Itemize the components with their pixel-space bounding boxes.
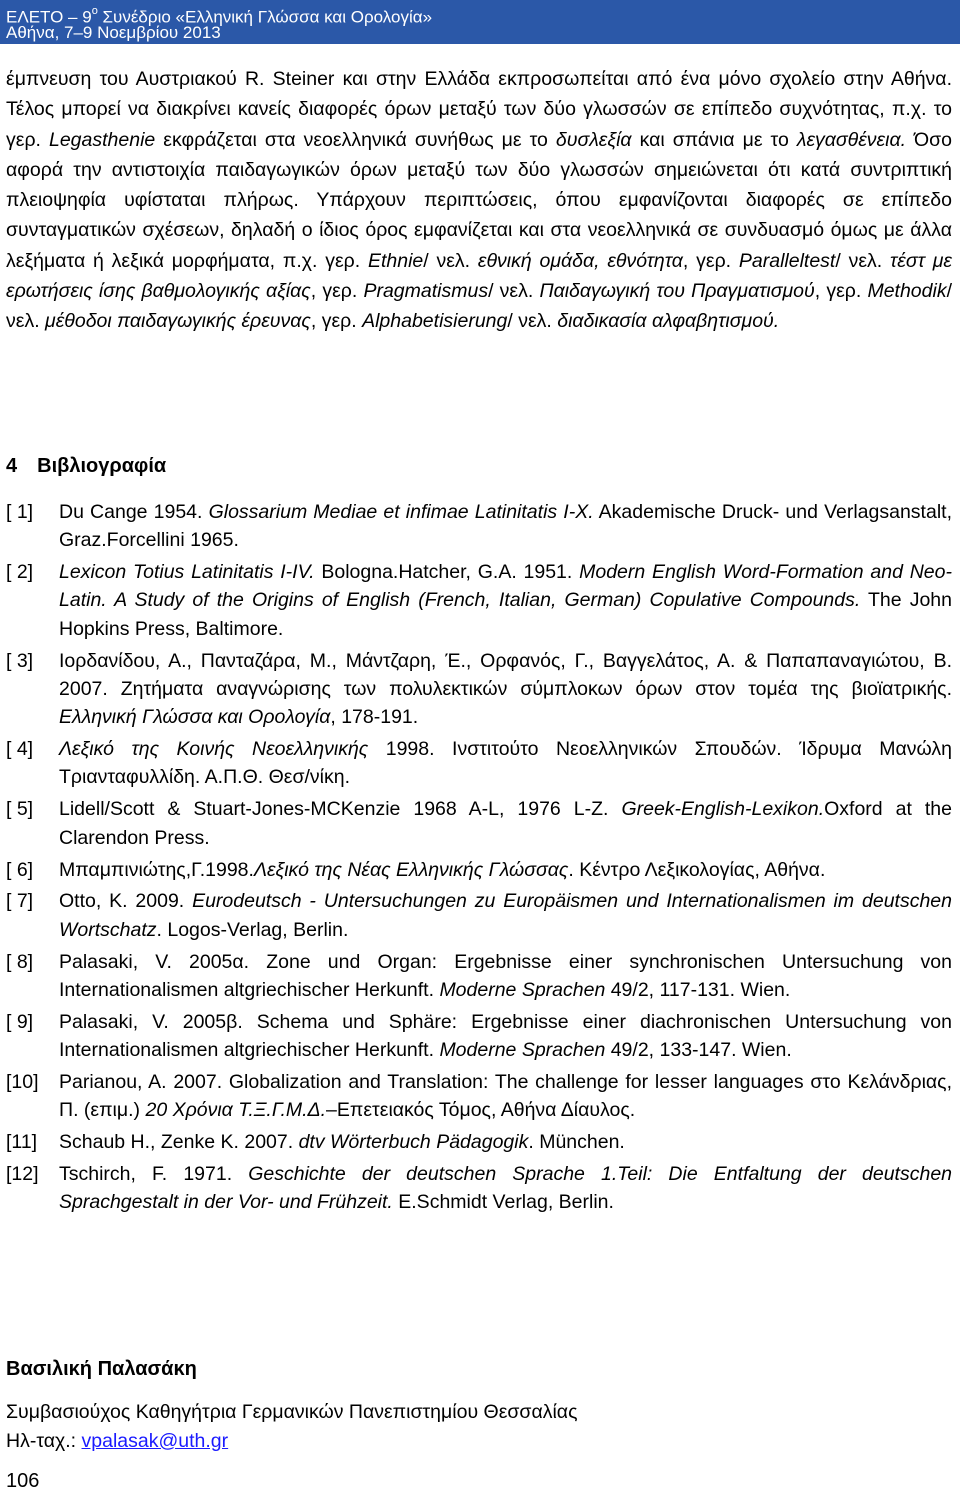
- bibliography-entry: [6, 1008, 952, 1065]
- entry-text: [59, 1160, 952, 1217]
- italic-term: Legasthenie: [48, 128, 156, 151]
- italic-term: Pragmatismus: [363, 280, 489, 303]
- entry-number: [ 3]: [6, 649, 34, 672]
- entry-number: [ 6]: [6, 858, 34, 881]
- entry-text: [59, 1008, 952, 1065]
- text-run: / νελ.: [6, 280, 952, 333]
- italic-title: Glossarium Mediae et infimae Latinitatis I-X.: [208, 501, 594, 523]
- entry-number: [ 1]: [6, 501, 34, 523]
- italic-title: Λεξικό της Κοινής Νεοελληνικής: [59, 738, 369, 761]
- page-number: 106: [6, 1470, 40, 1492]
- italic-term: εθνική ομάδα, εθνότητα: [477, 249, 683, 272]
- text-run: Schaub H., Zenke K. 2007.: [59, 1131, 299, 1154]
- italic-term: λεγασθένεια.: [796, 128, 906, 151]
- bibliography-entry: [6, 647, 952, 732]
- conference-header-bar: [0, 0, 960, 44]
- text-run: / νελ.: [507, 310, 558, 333]
- entry-number: [11]: [6, 1131, 38, 1154]
- text-run: Lidell/Scott & Stuart-Jones-MCKenzie 1968 A-L, 1976 L-Z.: [59, 798, 622, 821]
- text-run: , γερ.: [310, 280, 364, 303]
- text-run: Otto, K. 2009.: [59, 890, 193, 913]
- italic-term: μέθοδοι παιδαγωγικής έρευνας: [45, 310, 311, 333]
- italic-title: Modern English Word-Formation and Neo-Latin. A Study of the Origins of English (French, Italian, German) Copulative Compounds.: [59, 561, 952, 612]
- italic-term: τέστ με ερωτήσεις ίσης βαθμολογικής αξίας: [6, 249, 952, 303]
- bibliography-entry: [6, 735, 952, 792]
- author-block: [6, 1355, 577, 1456]
- text-run: Μπαμπινιώτης,Γ.1998.: [59, 858, 254, 881]
- italic-title: Moderne Sprachen: [439, 1039, 606, 1062]
- text-run: Ιορδανίδου, Α., Πανταζάρα, Μ., Μάντζαρη, Έ., Ορφανός, Γ., Βαγγελάτος, Α. & Παπαπαναγιώτου, Β. 2007. Ζητήματα αναγνώρισης των πολυλεκτικών σύμπλοκων όρων στον τομέα της βιοϊατρικής.: [59, 649, 952, 700]
- entry-text: [59, 948, 952, 1005]
- entry-number: [ 7]: [6, 890, 34, 913]
- entry-text: [59, 795, 952, 852]
- author-email-line: [6, 1427, 577, 1456]
- italic-title: Eurodeutsch - Untersuchungen zu Europäismen und Internationalismen im deutschen Wortschatz: [59, 890, 952, 941]
- entry-text: [59, 558, 952, 643]
- text-run: εκφράζεται στα νεοελληνικά συνήθως με το: [155, 128, 556, 151]
- bibliography-entry: [6, 795, 952, 852]
- text-run: . München.: [528, 1131, 625, 1154]
- bibliography-entry: [6, 887, 952, 944]
- text-run: Tschirch, F. 1971.: [59, 1163, 249, 1186]
- italic-title: Ελληνική Γλώσσα και Ορολογία: [59, 706, 331, 729]
- italic-term: Methodik: [867, 280, 947, 303]
- italic-title: 20 Χρόνια Τ.Ξ.Γ.Μ.Δ.: [145, 1099, 327, 1122]
- section-title: Βιβλιογραφία: [37, 455, 167, 477]
- italic-term: Ethnie: [367, 249, 424, 272]
- bibliography-entry: [6, 1128, 952, 1156]
- italic-term: Alphabetisierung: [362, 310, 508, 333]
- text-run: , γερ.: [310, 310, 363, 333]
- text-run: και σπάνια με το: [631, 128, 797, 151]
- text-run: / νελ.: [423, 249, 478, 272]
- italic-term: Paralleltest: [738, 249, 836, 272]
- author-affiliation: Συμβασιούχος Καθηγήτρια Γερμανικών Πανεπιστημίου Θεσσαλίας: [6, 1401, 578, 1423]
- italic-term: δυσλεξία: [555, 128, 632, 151]
- entry-number: [12]: [6, 1163, 39, 1186]
- entry-number: [ 9]: [6, 1010, 34, 1033]
- italic-title: Greek-English-Lexikon.: [621, 798, 825, 821]
- text-run: Akademische Druck- und Verlagsanstalt, Graz.Forcellini 1965.: [59, 501, 952, 552]
- text-run: / νελ.: [488, 280, 540, 303]
- italic-title: Λεξικό της Νέας Ελληνικής Γλώσσας: [253, 858, 569, 881]
- entry-text: [59, 856, 952, 884]
- bibliography-entry: [6, 1068, 952, 1125]
- section-number: 4: [6, 455, 18, 477]
- entry-text: [59, 498, 952, 555]
- entry-number: [ 8]: [6, 950, 34, 973]
- bibliography-entry: [6, 498, 952, 555]
- text-run: . Κέντρο Λεξικολογίας, Αθήνα.: [568, 858, 826, 881]
- bibliography-entry: [6, 1160, 952, 1217]
- text-run: / νελ.: [835, 249, 890, 272]
- entry-text: [59, 1068, 952, 1125]
- bibliography-entry: [6, 948, 952, 1005]
- email-label: Ηλ-ταχ.:: [6, 1430, 82, 1452]
- italic-term: διαδικασία αλφαβητισμού.: [557, 310, 780, 333]
- text-run: E.Schmidt Verlag, Berlin.: [392, 1191, 614, 1214]
- entry-text: [59, 1128, 952, 1156]
- body-paragraph: [6, 64, 952, 337]
- text-run: Parianou, A. 2007. Globalization and Translation: The challenge for lesser languages στο Κελάνδριας, Π. (επιμ.): [59, 1070, 952, 1122]
- entry-number: [ 4]: [6, 738, 34, 761]
- author-name: Βασιλική Παλασάκη: [6, 1358, 197, 1380]
- section-heading: [6, 455, 166, 478]
- entry-text: [59, 735, 952, 792]
- conference-title-prefix: ΕΛΕΤΟ – 9: [6, 7, 92, 27]
- bibliography-list: [6, 498, 952, 1220]
- entry-text: [59, 887, 952, 944]
- conference-ordinal-sup: ο: [91, 5, 98, 17]
- text-run: Bologna.Hatcher, G.A. 1951.: [314, 561, 580, 584]
- conference-title-suffix: Συνέδριο «Ελληνική Γλώσσα και Ορολογία»: [97, 7, 433, 27]
- text-run: Όσο αφορά την αντιστοιχία παιδαγωγικών όρων μεταξύ των δύο γλωσσών σημειώνεται ότι κατά συντριπτική πλειοψηφία υφίσταται πλήρως. Υπάρχουν περιπτώσεις, όπου εμφανίζονται διαφορές σε επίπεδο συνταγματικών σχέσεων, δηλαδή ο ίδιος όρος εμφανίζεται και στα νεοελληνικά σε συνδυασμό όμως με άλλα λεξήματα ή λεξικά μορφήματα, π.χ. γερ.: [6, 128, 953, 272]
- entry-number: [ 2]: [6, 561, 34, 584]
- italic-title: Moderne Sprachen: [439, 978, 606, 1001]
- text-run: . Logos-Verlag, Berlin.: [156, 918, 349, 941]
- text-run: The John Hopkins Press, Baltimore.: [59, 589, 952, 640]
- text-run: 49/2, 117-131. Wien.: [605, 978, 791, 1001]
- text-run: Palasaki, V. 2005β. Schema und Sphäre: Ergebnisse einer diachronischen Untersuchung von Internationalismen altgriechischer Herkunft.: [59, 1010, 952, 1062]
- conference-date-location: Αθήνα, 7–9 Νοεμβρίου 2013: [6, 23, 221, 42]
- text-run: , γερ.: [682, 249, 739, 272]
- text-run: , 178-191.: [330, 706, 419, 729]
- text-run: Oxford at the Clarendon Press.: [59, 798, 952, 849]
- text-run: , γερ.: [814, 280, 868, 303]
- text-run: Du Cange 1954.: [59, 501, 209, 523]
- italic-term: Παιδαγωγική του Πραγματισμού: [539, 280, 815, 303]
- entry-number: [10]: [6, 1070, 39, 1093]
- text-run: έμπνευση του Αυστριακού R. Steiner και στην Ελλάδα εκπροσωπείται από ένα μόνο σχολείο στην Αθήνα. Τέλος μπορεί να διακρίνει κανείς διαφορές όρων μεταξύ των δύο γλωσσών σε επίπεδο συχνότητας, π.χ. το γερ.: [6, 68, 952, 151]
- italic-title: dtv Wörterbuch Pädagogik: [298, 1131, 529, 1154]
- italic-title: Geschichte der deutschen Sprache 1.Teil: Die Entfaltung der deutschen Sprachgestalt in der Vor- und Frühzeit.: [59, 1163, 953, 1214]
- italic-title: Lexicon Totius Latinitatis I-IV.: [59, 561, 315, 584]
- entry-text: [59, 647, 952, 732]
- email-link[interactable]: vpalasak@uth.gr: [81, 1430, 229, 1452]
- text-run: –Επετειακός Τόμος, Αθήνα Δίαυλος.: [326, 1099, 636, 1122]
- bibliography-entry: [6, 558, 952, 643]
- text-run: 1998. Ινστιτούτο Νεοελληνικών Σπουδών. Ίδρυμα Μανώλη Τριανταφυλλίδη. Α.Π.Θ. Θεσ/νίκη.: [59, 738, 952, 789]
- bibliography-entry: [6, 856, 952, 884]
- text-run: Palasaki, V. 2005α. Zone und Organ: Ergebnisse einer synchronischen Untersuchung von Internationalismen altgriechischer Herkunft.: [59, 950, 952, 1001]
- text-run: 49/2, 133-147. Wien.: [605, 1039, 792, 1062]
- entry-number: [ 5]: [6, 798, 34, 821]
